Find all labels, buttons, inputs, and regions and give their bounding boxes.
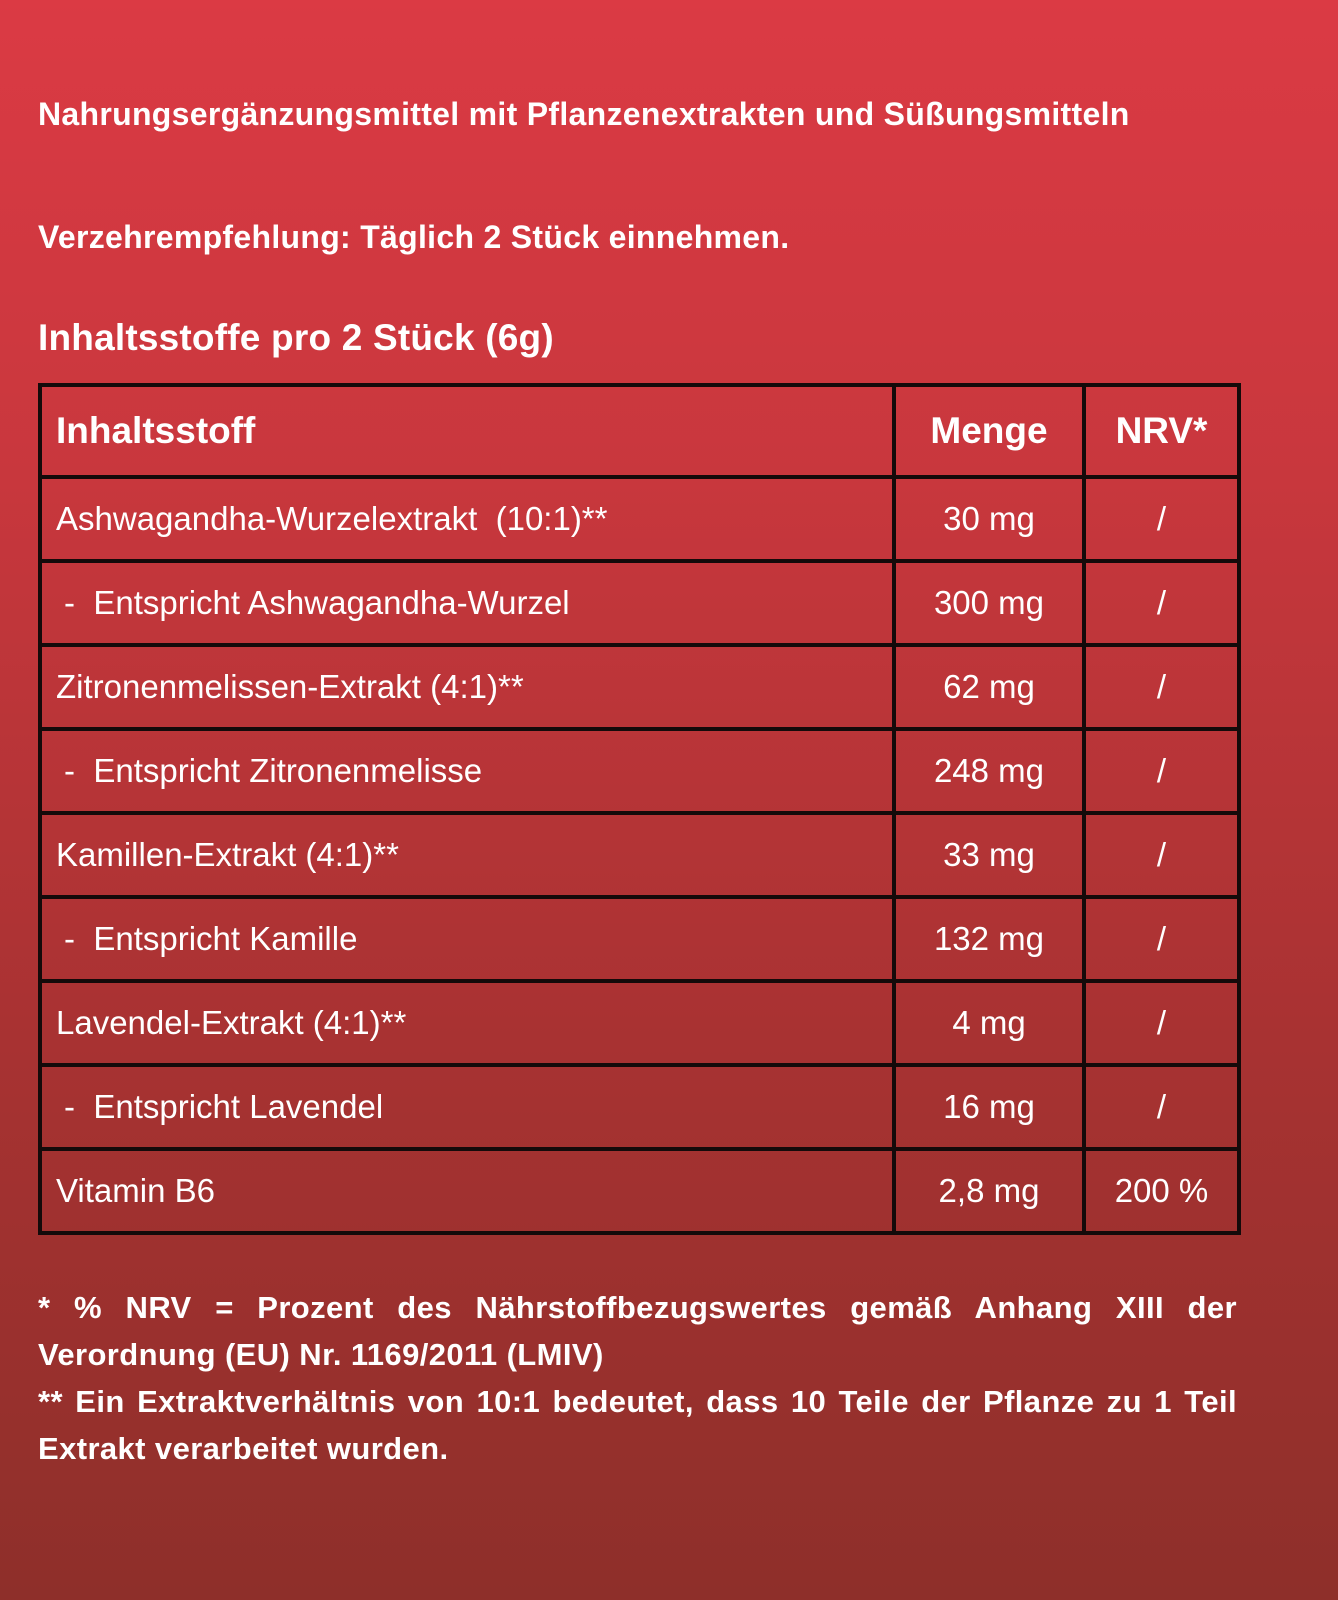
ingredient-name: Kamillen-Extrakt (4:1)** xyxy=(40,813,894,897)
ingredients-table-wrapper xyxy=(38,383,1237,1235)
table-header-row xyxy=(40,385,1239,477)
ingredient-amount: 62 mg xyxy=(894,645,1084,729)
ingredient-nrv: / xyxy=(1084,981,1239,1065)
ingredient-amount: 16 mg xyxy=(894,1065,1084,1149)
table-row xyxy=(40,897,1239,981)
table-row xyxy=(40,645,1239,729)
table-row xyxy=(40,729,1239,813)
footnotes xyxy=(38,1284,1237,1472)
dosage-recommendation: Verzehrempfehlung: Täglich 2 Stück einnehmen. xyxy=(38,219,790,255)
header-nrv: NRV* xyxy=(1084,385,1239,477)
ingredient-name: - Entspricht Zitronenmelisse xyxy=(40,729,894,813)
header-ingredient: Inhaltsstoff xyxy=(40,385,894,477)
ingredient-amount: 2,8 mg xyxy=(894,1149,1084,1233)
product-description: Nahrungsergänzungsmittel mit Pflanzenextrakten und Süßungsmitteln xyxy=(38,96,1130,132)
ingredient-nrv: / xyxy=(1084,729,1239,813)
footnote-extract-ratio: ** Ein Extraktverhältnis von 10:1 bedeutet, dass 10 Teile der Pflanze zu 1 Teil Extrakt verarbeitet wurden. xyxy=(38,1384,1237,1466)
ingredient-amount: 132 mg xyxy=(894,897,1084,981)
table-row xyxy=(40,1149,1239,1233)
ingredient-nrv: / xyxy=(1084,897,1239,981)
header-amount: Menge xyxy=(894,385,1084,477)
ingredient-name: Zitronenmelissen-Extrakt (4:1)** xyxy=(40,645,894,729)
ingredient-name: Vitamin B6 xyxy=(40,1149,894,1233)
ingredient-amount: 33 mg xyxy=(894,813,1084,897)
ingredient-name: - Entspricht Ashwagandha-Wurzel xyxy=(40,561,894,645)
ingredient-name: Ashwagandha-Wurzelextrakt (10:1)** xyxy=(40,477,894,561)
ingredient-nrv: / xyxy=(1084,1065,1239,1149)
ingredient-amount: 4 mg xyxy=(894,981,1084,1065)
table-row xyxy=(40,1065,1239,1149)
ingredient-nrv: / xyxy=(1084,813,1239,897)
ingredient-nrv: / xyxy=(1084,645,1239,729)
table-row xyxy=(40,813,1239,897)
ingredient-name: - Entspricht Lavendel xyxy=(40,1065,894,1149)
table-row xyxy=(40,981,1239,1065)
ingredient-amount: 300 mg xyxy=(894,561,1084,645)
ingredient-nrv: / xyxy=(1084,477,1239,561)
ingredient-amount: 30 mg xyxy=(894,477,1084,561)
ingredient-name: - Entspricht Kamille xyxy=(40,897,894,981)
ingredients-table xyxy=(38,383,1241,1235)
table-row xyxy=(40,477,1239,561)
ingredient-nrv: / xyxy=(1084,561,1239,645)
ingredients-section-title: Inhaltsstoffe pro 2 Stück (6g) xyxy=(38,317,554,358)
ingredient-name: Lavendel-Extrakt (4:1)** xyxy=(40,981,894,1065)
footnote-nrv: * % NRV = Prozent des Nährstoffbezugswertes gemäß Anhang XIII der Verordnung (EU) Nr. 1169/2011 (LMIV) xyxy=(38,1290,1237,1372)
ingredient-amount: 248 mg xyxy=(894,729,1084,813)
ingredient-nrv: 200 % xyxy=(1084,1149,1239,1233)
table-row xyxy=(40,561,1239,645)
